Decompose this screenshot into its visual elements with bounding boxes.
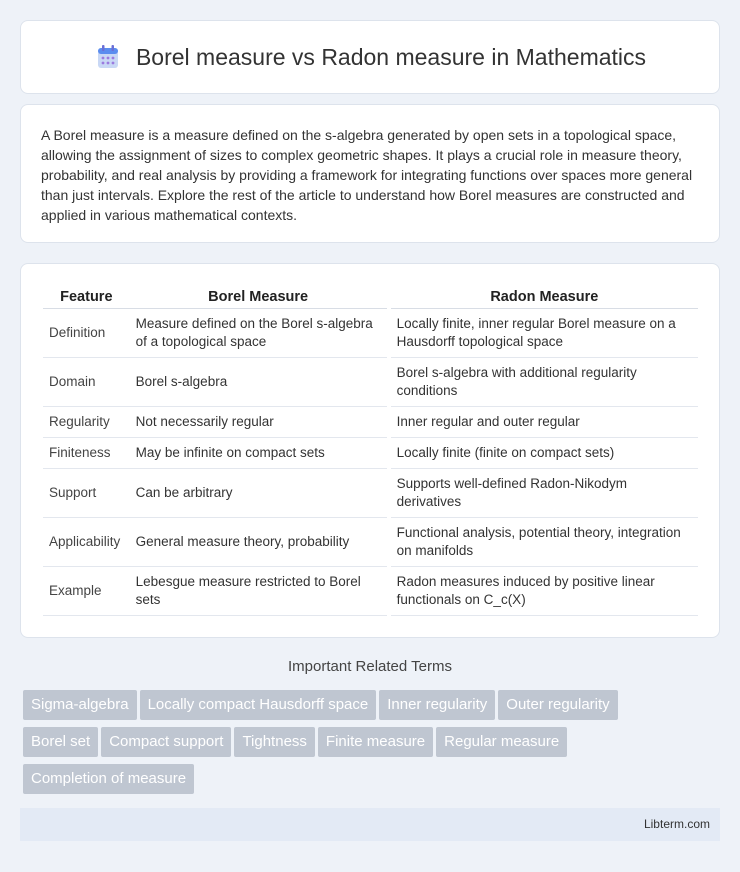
table-header-row xyxy=(43,284,698,308)
footer xyxy=(20,808,720,841)
related-terms-tags xyxy=(23,690,723,801)
table-cell-feature: Definition xyxy=(43,308,130,357)
tag-regular-measure[interactable]: Regular measure xyxy=(436,727,567,757)
tag-compact-support[interactable]: Compact support xyxy=(101,727,231,757)
table-cell-borel: General measure theory, probability xyxy=(130,517,387,566)
table-row xyxy=(43,566,698,615)
table-cell-borel: May be infinite on compact sets xyxy=(130,437,387,468)
table-cell-radon: Radon measures induced by positive linear functionals on C_c(X) xyxy=(391,566,698,615)
tag-locally-compact-hausdorff-space[interactable]: Locally compact Hausdorff space xyxy=(140,690,377,720)
table-cell-feature: Applicability xyxy=(43,517,130,566)
table-header-feature: Feature xyxy=(43,284,130,308)
tag-borel-set[interactable]: Borel set xyxy=(23,727,98,757)
table-cell-radon: Inner regular and outer regular xyxy=(391,406,698,437)
table-row xyxy=(43,468,698,517)
table-cell-feature: Domain xyxy=(43,357,130,406)
table-row xyxy=(43,357,698,406)
table-cell-borel: Not necessarily regular xyxy=(130,406,387,437)
table-cell-borel: Measure defined on the Borel s-algebra of a topological space xyxy=(130,308,387,357)
table-cell-radon: Supports well-defined Radon-Nikodym derivatives xyxy=(391,468,698,517)
table-row xyxy=(43,406,698,437)
related-terms-title: Important Related Terms xyxy=(288,658,452,675)
table-cell-borel: Lebesgue measure restricted to Borel sets xyxy=(130,566,387,615)
comparison-table-card xyxy=(20,263,720,638)
table-cell-feature: Regularity xyxy=(43,406,130,437)
comparison-table xyxy=(43,284,698,616)
tag-completion-of-measure[interactable]: Completion of measure xyxy=(23,764,194,794)
tag-sigma-algebra[interactable]: Sigma-algebra xyxy=(23,690,137,720)
table-header-radon: Radon Measure xyxy=(391,284,698,308)
table-cell-radon: Functional analysis, potential theory, integration on manifolds xyxy=(391,517,698,566)
table-row xyxy=(43,308,698,357)
table-cell-feature: Finiteness xyxy=(43,437,130,468)
table-row xyxy=(43,437,698,468)
intro-text: A Borel measure is a measure defined on the s-algebra generated by open sets in a topological space, allowing the assignment of sizes to complex geometric shapes. It plays a crucial role in measure theory, probability, and real analysis by providing a framework for integrating functions over spaces more general than just intervals. Explore the rest of the article to understand how Borel measures are constructed and applied in various mathematical contexts. xyxy=(41,127,693,223)
table-cell-borel: Borel s-algebra xyxy=(130,357,387,406)
intro-card xyxy=(20,104,720,243)
footer-site-link[interactable]: Libterm.com xyxy=(643,817,710,831)
table-cell-radon: Locally finite, inner regular Borel measure on a Hausdorff topological space xyxy=(391,308,698,357)
tag-tightness[interactable]: Tightness xyxy=(234,727,314,757)
table-row xyxy=(43,517,698,566)
table-cell-radon: Locally finite (finite on compact sets) xyxy=(391,437,698,468)
table-cell-feature: Example xyxy=(43,566,130,615)
document-icon xyxy=(94,43,122,71)
tag-outer-regularity[interactable]: Outer regularity xyxy=(498,690,617,720)
table-header-borel: Borel Measure xyxy=(130,284,387,308)
table-cell-radon: Borel s-algebra with additional regularity conditions xyxy=(391,357,698,406)
table-cell-feature: Support xyxy=(43,468,130,517)
tag-inner-regularity[interactable]: Inner regularity xyxy=(379,690,495,720)
tag-finite-measure[interactable]: Finite measure xyxy=(318,727,433,757)
table-cell-borel: Can be arbitrary xyxy=(130,468,387,517)
title-card xyxy=(20,20,720,94)
page-title: Borel measure vs Radon measure in Mathematics xyxy=(135,43,647,70)
